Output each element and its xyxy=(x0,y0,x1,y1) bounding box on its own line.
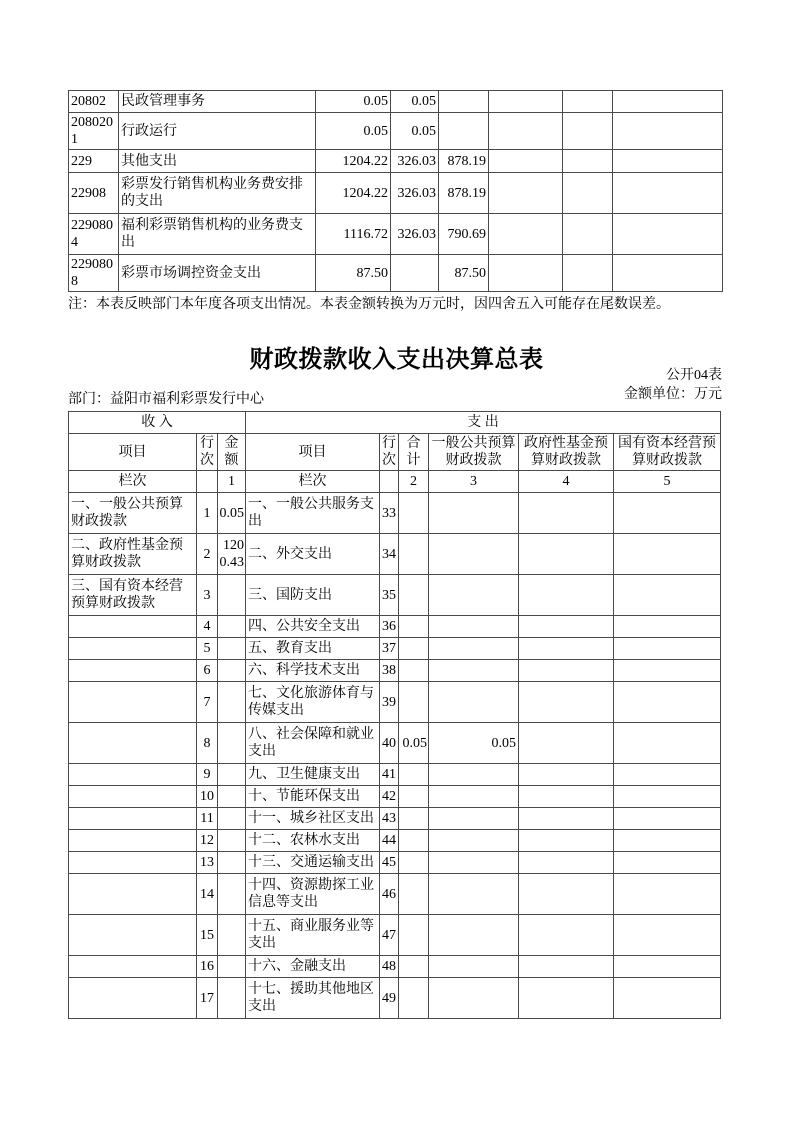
value-cell-5 xyxy=(563,91,613,113)
expense-line-cell: 39 xyxy=(380,682,399,723)
general-budget-cell xyxy=(429,808,519,830)
value-cell-1: 1204.22 xyxy=(316,150,391,173)
state-capital-cell xyxy=(614,978,721,1019)
value-cell-5 xyxy=(563,255,613,292)
expense-item-cell: 二、外交支出 xyxy=(246,534,380,575)
general-budget-cell: 0.05 xyxy=(429,723,519,764)
expense-line-cell: 43 xyxy=(380,808,399,830)
summary-table-row xyxy=(69,808,721,830)
expense-line-cell: 36 xyxy=(380,616,399,638)
col-header-total: 合计 xyxy=(399,434,429,471)
income-item-cell xyxy=(69,786,197,808)
gov-fund-cell xyxy=(519,808,614,830)
gov-fund-cell xyxy=(519,493,614,534)
general-budget-cell xyxy=(429,660,519,682)
value-cell-6 xyxy=(613,91,723,113)
total-cell xyxy=(399,808,429,830)
total-cell xyxy=(399,874,429,915)
general-budget-cell xyxy=(429,956,519,978)
value-cell-1: 1116.72 xyxy=(316,214,391,255)
income-amount-cell: 1200.43 xyxy=(218,534,246,575)
income-line-cell: 17 xyxy=(197,978,218,1019)
col-header-general-budget: 一般公共预算财政拨款 xyxy=(429,434,519,471)
income-amount-cell xyxy=(218,830,246,852)
gov-fund-cell xyxy=(519,660,614,682)
total-cell xyxy=(399,830,429,852)
income-amount-cell xyxy=(218,575,246,616)
summary-table-row xyxy=(69,830,721,852)
value-cell-1: 0.05 xyxy=(316,91,391,113)
state-capital-cell xyxy=(614,616,721,638)
income-amount-cell xyxy=(218,852,246,874)
summary-table-row xyxy=(69,956,721,978)
income-line-cell: 11 xyxy=(197,808,218,830)
value-cell-6 xyxy=(613,255,723,292)
expense-item-cell: 四、公共安全支出 xyxy=(246,616,380,638)
value-cell-3 xyxy=(439,91,489,113)
gov-fund-cell xyxy=(519,852,614,874)
income-line-cell: 12 xyxy=(197,830,218,852)
income-amount-cell xyxy=(218,956,246,978)
expense-item-cell: 八、社会保障和就业支出 xyxy=(246,723,380,764)
summary-table-row xyxy=(69,786,721,808)
value-cell-5 xyxy=(563,113,613,150)
total-cell xyxy=(399,978,429,1019)
general-budget-cell xyxy=(429,534,519,575)
expense-line-cell: 42 xyxy=(380,786,399,808)
code-cell: 229 xyxy=(69,150,119,173)
col-header-state-capital: 国有资本经营预算财政拨款 xyxy=(614,434,721,471)
expense-item-cell: 一、一般公共服务支出 xyxy=(246,493,380,534)
total-cell xyxy=(399,786,429,808)
lanci-fund-num: 4 xyxy=(519,471,614,493)
income-amount-cell xyxy=(218,978,246,1019)
summary-table xyxy=(68,411,721,1019)
income-line-cell: 15 xyxy=(197,915,218,956)
value-cell-4 xyxy=(489,91,563,113)
income-item-cell xyxy=(69,978,197,1019)
gov-fund-cell xyxy=(519,575,614,616)
income-line-cell: 3 xyxy=(197,575,218,616)
expenditure-table-row xyxy=(69,255,723,292)
lanci-income-line-blank xyxy=(197,471,218,493)
expense-item-cell: 十五、商业服务业等支出 xyxy=(246,915,380,956)
expenditure-table-row xyxy=(69,91,723,113)
total-cell xyxy=(399,616,429,638)
total-cell xyxy=(399,493,429,534)
expense-line-cell: 49 xyxy=(380,978,399,1019)
income-item-cell xyxy=(69,764,197,786)
value-cell-2: 326.03 xyxy=(391,150,439,173)
gov-fund-cell xyxy=(519,956,614,978)
state-capital-cell xyxy=(614,660,721,682)
expense-line-cell: 37 xyxy=(380,638,399,660)
general-budget-cell xyxy=(429,682,519,723)
summary-table-row xyxy=(69,493,721,534)
general-budget-cell xyxy=(429,493,519,534)
expense-line-cell: 46 xyxy=(380,874,399,915)
state-capital-cell xyxy=(614,852,721,874)
expense-item-cell: 十二、农林水支出 xyxy=(246,830,380,852)
expense-line-cell: 44 xyxy=(380,830,399,852)
income-item-cell xyxy=(69,830,197,852)
income-amount-cell xyxy=(218,660,246,682)
general-budget-cell xyxy=(429,638,519,660)
total-cell xyxy=(399,915,429,956)
value-cell-4 xyxy=(489,173,563,214)
col-header-expense-line: 行次 xyxy=(380,434,399,471)
income-item-cell xyxy=(69,638,197,660)
gov-fund-cell xyxy=(519,915,614,956)
gov-fund-cell xyxy=(519,534,614,575)
general-budget-cell xyxy=(429,616,519,638)
item-name-cell: 彩票市场调控资金支出 xyxy=(119,255,316,292)
value-cell-4 xyxy=(489,150,563,173)
value-cell-5 xyxy=(563,150,613,173)
value-cell-2: 326.03 xyxy=(391,173,439,214)
expense-line-cell: 35 xyxy=(380,575,399,616)
income-line-cell: 6 xyxy=(197,660,218,682)
code-cell: 2290804 xyxy=(69,214,119,255)
summary-table-row xyxy=(69,915,721,956)
summary-table-row xyxy=(69,660,721,682)
department-label: 部门：益阳市福利彩票发行中心 xyxy=(68,392,264,407)
general-budget-cell xyxy=(429,874,519,915)
general-budget-cell xyxy=(429,786,519,808)
total-cell xyxy=(399,660,429,682)
total-cell xyxy=(399,764,429,786)
income-line-cell: 13 xyxy=(197,852,218,874)
value-cell-3: 87.50 xyxy=(439,255,489,292)
income-item-cell xyxy=(69,874,197,915)
general-budget-cell xyxy=(429,575,519,616)
value-cell-4 xyxy=(489,214,563,255)
summary-table-row xyxy=(69,874,721,915)
summary-table-row xyxy=(69,978,721,1019)
lanci-general-num: 3 xyxy=(429,471,519,493)
general-budget-cell xyxy=(429,852,519,874)
income-item-cell xyxy=(69,723,197,764)
income-item-cell xyxy=(69,660,197,682)
gov-fund-cell xyxy=(519,830,614,852)
code-cell: 2080201 xyxy=(69,113,119,150)
expense-line-cell: 34 xyxy=(380,534,399,575)
value-cell-3: 790.69 xyxy=(439,214,489,255)
expenditure-table-row xyxy=(69,214,723,255)
general-budget-cell xyxy=(429,830,519,852)
general-budget-cell xyxy=(429,915,519,956)
lanci-expense-line-blank xyxy=(380,471,399,493)
expenditure-table-row xyxy=(69,113,723,150)
state-capital-cell xyxy=(614,915,721,956)
income-amount-cell xyxy=(218,808,246,830)
income-amount-cell xyxy=(218,764,246,786)
expense-item-cell: 十四、资源勘探工业信息等支出 xyxy=(246,874,380,915)
state-capital-cell xyxy=(614,786,721,808)
page-title: 财政拨款收入支出决算总表 xyxy=(249,347,544,373)
lanci-total-num: 2 xyxy=(399,471,429,493)
income-amount-cell xyxy=(218,874,246,915)
value-cell-6 xyxy=(613,113,723,150)
state-capital-cell xyxy=(614,830,721,852)
income-item-cell: 三、国有资本经营预算财政拨款 xyxy=(69,575,197,616)
income-line-cell: 16 xyxy=(197,956,218,978)
income-amount-cell xyxy=(218,723,246,764)
income-item-cell xyxy=(69,616,197,638)
summary-table-row xyxy=(69,764,721,786)
value-cell-2: 0.05 xyxy=(391,113,439,150)
expense-item-cell: 三、国防支出 xyxy=(246,575,380,616)
expenditure-table-row xyxy=(69,173,723,214)
value-cell-6 xyxy=(613,150,723,173)
item-name-cell: 彩票发行销售机构业务费安排的支出 xyxy=(119,173,316,214)
gov-fund-cell xyxy=(519,723,614,764)
income-item-cell xyxy=(69,852,197,874)
income-line-cell: 8 xyxy=(197,723,218,764)
income-item-cell: 二、政府性基金预算财政拨款 xyxy=(69,534,197,575)
col-header-amount: 金额 xyxy=(218,434,246,471)
income-amount-cell xyxy=(218,682,246,723)
gov-fund-cell xyxy=(519,616,614,638)
value-cell-1: 1204.22 xyxy=(316,173,391,214)
state-capital-cell xyxy=(614,575,721,616)
income-line-cell: 4 xyxy=(197,616,218,638)
summary-table-row xyxy=(69,723,721,764)
expenditure-table-row xyxy=(69,150,723,173)
lanci-income-label: 栏次 xyxy=(69,471,197,493)
total-cell xyxy=(399,638,429,660)
value-cell-3: 878.19 xyxy=(439,150,489,173)
value-cell-4 xyxy=(489,255,563,292)
value-cell-2 xyxy=(391,255,439,292)
value-cell-5 xyxy=(563,173,613,214)
expense-item-cell: 十三、交通运输支出 xyxy=(246,852,380,874)
column-header-row xyxy=(69,434,721,471)
item-name-cell: 福利彩票销售机构的业务费支出 xyxy=(119,214,316,255)
expense-group-header: 支 出 xyxy=(246,412,721,434)
code-cell: 22908 xyxy=(69,173,119,214)
income-group-header: 收 入 xyxy=(69,412,246,434)
income-item-cell xyxy=(69,808,197,830)
expenditure-detail-table xyxy=(68,90,723,292)
lanci-amount-num: 1 xyxy=(218,471,246,493)
expense-line-cell: 47 xyxy=(380,915,399,956)
income-line-cell: 5 xyxy=(197,638,218,660)
income-amount-cell xyxy=(218,786,246,808)
expense-line-cell: 48 xyxy=(380,956,399,978)
state-capital-cell xyxy=(614,493,721,534)
summary-table-row xyxy=(69,616,721,638)
general-budget-cell xyxy=(429,764,519,786)
income-line-cell: 7 xyxy=(197,682,218,723)
lanci-capital-num: 5 xyxy=(614,471,721,493)
value-cell-6 xyxy=(613,173,723,214)
state-capital-cell xyxy=(614,764,721,786)
expense-item-cell: 十七、援助其他地区支出 xyxy=(246,978,380,1019)
value-cell-3: 878.19 xyxy=(439,173,489,214)
state-capital-cell xyxy=(614,956,721,978)
state-capital-cell xyxy=(614,534,721,575)
table-note: 注：本表反映部门本年度各项支出情况。本表金额转换为万元时，因四舍五入可能存在尾数误差。 xyxy=(68,297,670,312)
income-amount-cell xyxy=(218,638,246,660)
income-amount-cell: 0.05 xyxy=(218,493,246,534)
expense-line-cell: 38 xyxy=(380,660,399,682)
lanci-expense-label: 栏次 xyxy=(246,471,380,493)
expense-item-cell: 六、科学技术支出 xyxy=(246,660,380,682)
state-capital-cell xyxy=(614,723,721,764)
gov-fund-cell xyxy=(519,682,614,723)
income-item-cell xyxy=(69,956,197,978)
expense-item-cell: 九、卫生健康支出 xyxy=(246,764,380,786)
meta-right-block xyxy=(624,366,722,404)
value-cell-4 xyxy=(489,113,563,150)
total-cell xyxy=(399,682,429,723)
code-cell: 20802 xyxy=(69,91,119,113)
general-budget-cell xyxy=(429,978,519,1019)
income-item-cell: 一、一般公共预算财政拨款 xyxy=(69,493,197,534)
value-cell-3 xyxy=(439,113,489,150)
value-cell-1: 0.05 xyxy=(316,113,391,150)
column-index-row xyxy=(69,471,721,493)
total-cell xyxy=(399,852,429,874)
expense-item-cell: 七、文化旅游体育与传媒支出 xyxy=(246,682,380,723)
income-line-cell: 9 xyxy=(197,764,218,786)
group-header-row xyxy=(69,412,721,434)
col-header-expense-item: 项目 xyxy=(246,434,380,471)
expense-item-cell: 十、节能环保支出 xyxy=(246,786,380,808)
gov-fund-cell xyxy=(519,978,614,1019)
total-cell: 0.05 xyxy=(399,723,429,764)
expense-line-cell: 40 xyxy=(380,723,399,764)
value-cell-6 xyxy=(613,214,723,255)
income-item-cell xyxy=(69,915,197,956)
expense-line-cell: 45 xyxy=(380,852,399,874)
income-line-cell: 14 xyxy=(197,874,218,915)
item-name-cell: 其他支出 xyxy=(119,150,316,173)
total-cell xyxy=(399,575,429,616)
gov-fund-cell xyxy=(519,638,614,660)
summary-table-row xyxy=(69,575,721,616)
value-cell-1: 87.50 xyxy=(316,255,391,292)
income-item-cell xyxy=(69,682,197,723)
summary-table-row xyxy=(69,682,721,723)
unit-label: 金额单位：万元 xyxy=(624,387,722,402)
gov-fund-cell xyxy=(519,786,614,808)
income-line-cell: 10 xyxy=(197,786,218,808)
value-cell-2: 326.03 xyxy=(391,214,439,255)
state-capital-cell xyxy=(614,638,721,660)
sheet-number: 公开04表 xyxy=(666,368,722,383)
income-line-cell: 1 xyxy=(197,493,218,534)
state-capital-cell xyxy=(614,808,721,830)
expense-item-cell: 十六、金融支出 xyxy=(246,956,380,978)
item-name-cell: 行政运行 xyxy=(119,113,316,150)
summary-table-row xyxy=(69,852,721,874)
col-header-gov-fund: 政府性基金预算财政拨款 xyxy=(519,434,614,471)
expense-item-cell: 五、教育支出 xyxy=(246,638,380,660)
expense-line-cell: 41 xyxy=(380,764,399,786)
state-capital-cell xyxy=(614,682,721,723)
total-cell xyxy=(399,956,429,978)
summary-table-row xyxy=(69,534,721,575)
code-cell: 2290808 xyxy=(69,255,119,292)
gov-fund-cell xyxy=(519,764,614,786)
col-header-income-item: 项目 xyxy=(69,434,197,471)
income-line-cell: 2 xyxy=(197,534,218,575)
gov-fund-cell xyxy=(519,874,614,915)
expense-item-cell: 十一、城乡社区支出 xyxy=(246,808,380,830)
state-capital-cell xyxy=(614,874,721,915)
col-header-income-line: 行次 xyxy=(197,434,218,471)
total-cell xyxy=(399,534,429,575)
summary-table-row xyxy=(69,638,721,660)
income-amount-cell xyxy=(218,616,246,638)
item-name-cell: 民政管理事务 xyxy=(119,91,316,113)
value-cell-5 xyxy=(563,214,613,255)
income-amount-cell xyxy=(218,915,246,956)
expense-line-cell: 33 xyxy=(380,493,399,534)
value-cell-2: 0.05 xyxy=(391,91,439,113)
